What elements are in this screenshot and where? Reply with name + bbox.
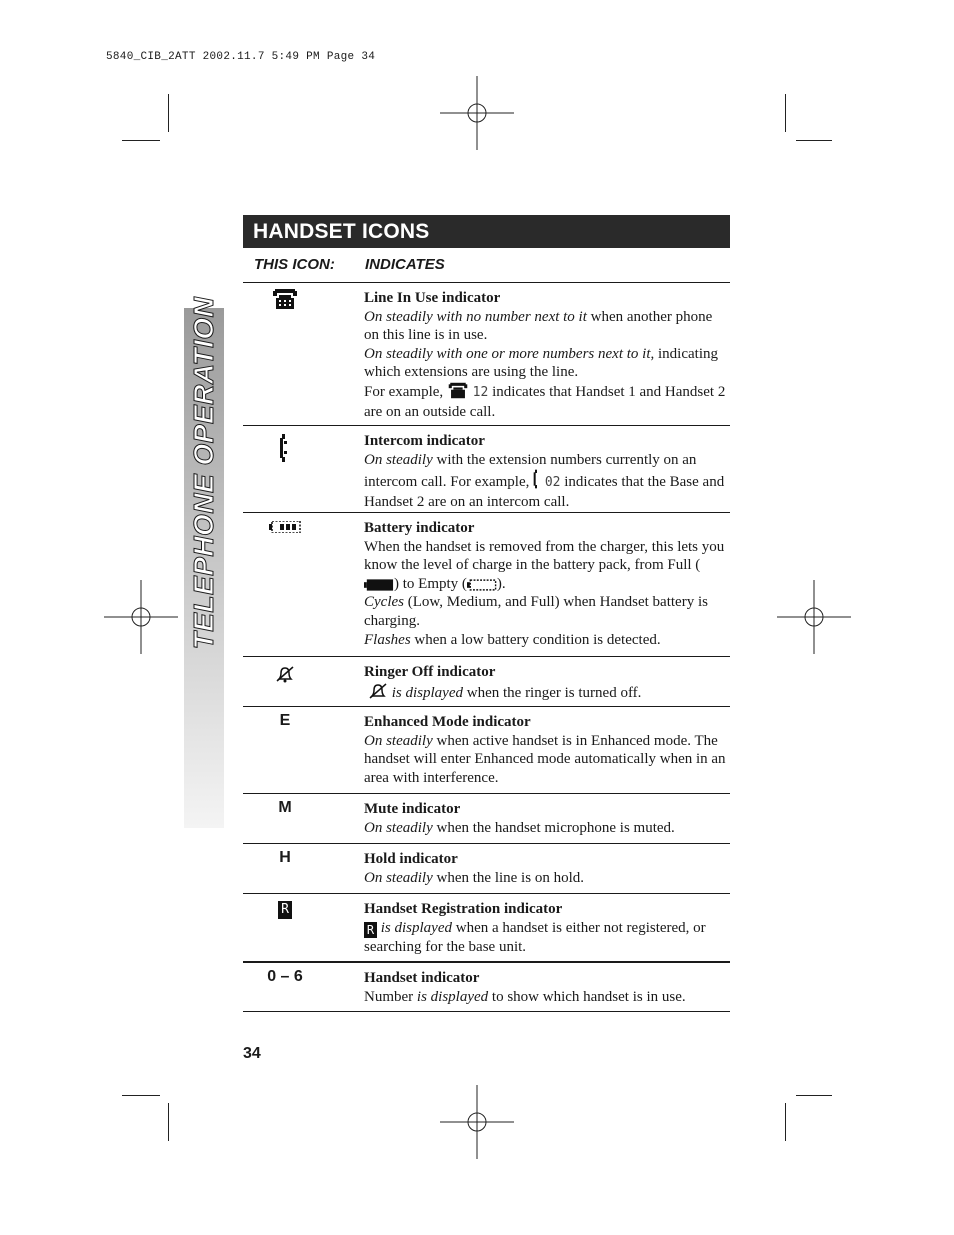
indicator-title: Handset indicator — [364, 970, 480, 986]
rule — [243, 282, 730, 283]
rule — [243, 961, 730, 963]
enhanced-mode-icon: E — [279, 712, 291, 729]
rule — [243, 843, 730, 844]
line-in-use-icon — [243, 288, 327, 315]
ringer-off-icon — [368, 682, 388, 700]
indicator-title: Line In Use indicator — [364, 290, 501, 306]
hold-icon: H — [279, 849, 291, 866]
rule — [243, 512, 730, 513]
registration-mark-bottom — [440, 1085, 514, 1159]
section-title: HANDSET ICONS — [243, 215, 730, 248]
ringer-off-icon — [243, 665, 327, 688]
rule — [243, 656, 730, 657]
print-slug: 5840_CIB_2ATT 2002.11.7 5:49 PM Page 34 — [106, 51, 376, 63]
indicator-title: Mute indicator — [364, 801, 461, 817]
column-header-indicates: INDICATES — [365, 256, 445, 273]
mute-icon: M — [278, 799, 292, 816]
intercom-icon — [243, 433, 327, 468]
rule — [243, 425, 730, 426]
registration-mark-right — [777, 580, 851, 654]
side-tab-label: TELEPHONE OPERATION — [188, 296, 219, 650]
battery-empty-icon — [467, 579, 497, 591]
indicator-title: Handset Registration indicator — [364, 901, 563, 917]
registration-icon — [243, 900, 327, 919]
indicator-title: Battery indicator — [364, 520, 475, 536]
rule — [243, 893, 730, 894]
rule — [243, 1011, 730, 1012]
registration-glyph: R — [278, 901, 292, 919]
registration-icon: R — [364, 922, 377, 938]
intercom-icon — [533, 469, 541, 489]
indicator-title: Intercom indicator — [364, 433, 485, 449]
registration-mark-top — [440, 76, 514, 150]
indicator-title: Ringer Off indicator — [364, 664, 496, 680]
column-header-icon: THIS ICON: — [254, 256, 335, 273]
rule — [243, 706, 730, 707]
registration-mark-left — [104, 580, 178, 654]
battery-full-icon — [364, 579, 394, 591]
indicator-title: Enhanced Mode indicator — [364, 714, 531, 730]
page-number: 34 — [243, 1045, 261, 1062]
handset-number-icon: 0 – 6 — [267, 968, 303, 985]
indicator-title: Hold indicator — [364, 851, 458, 867]
line-in-use-icon — [447, 382, 469, 399]
battery-icon — [243, 520, 327, 538]
side-tab — [184, 296, 224, 650]
rule — [243, 793, 730, 794]
